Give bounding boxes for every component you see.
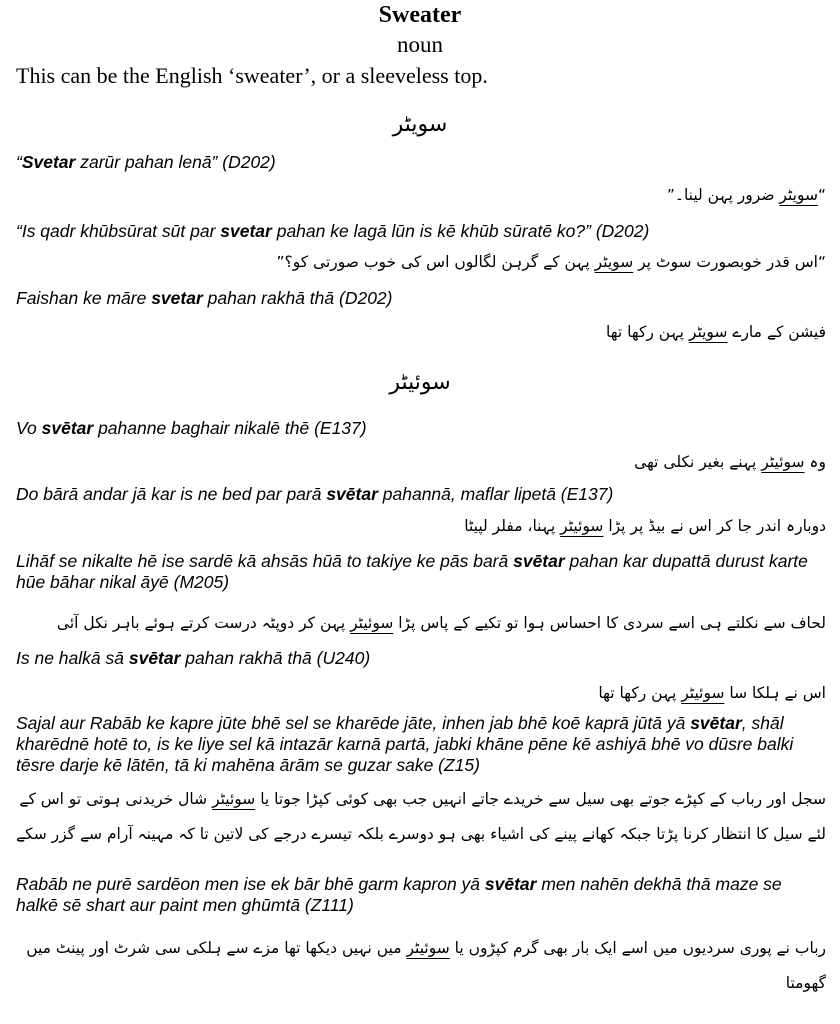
highlighted-term: سویٹر	[688, 323, 728, 341]
example-urdu: اس نے ہلکا سا سوئیٹر پہن رکھا تھا	[598, 684, 826, 702]
highlighted-term: سوئیٹر	[350, 614, 394, 632]
example-transliteration: Sajal aur Rabāb ke kapre jūte bhē sel se kharēde jāte, inhen jab bhē koē kaprā jūtā yā svētar, shāl kharēdnē hotē to, is ke liye sel kā intazār karnā partā, jabki khāne pēne kē ashiyā bhē vo dūsre balki tēsre darje kē lātēn, tā ki mahēna ārām se guzar sake (Z15)	[16, 713, 794, 775]
highlighted-term: سوئیٹر	[560, 517, 604, 535]
highlighted-term: svetar	[220, 221, 272, 241]
example-urdu: وہ سوئیٹر پہنے بغیر نکلی تھی	[634, 453, 826, 471]
entry-description: This can be the English ‘sweater’, or a sleeveless top.	[16, 63, 488, 88]
example-urdu: سجل اور رباب کے کپڑے جوتے بھی سیل سے خریدے جاتے انہیں جب بھی کوئی کپڑا جوتا یا سوئیٹر شال خریدنی ہوتی تو اس کے لئے سیل کا انتظار کرنا پڑتا جبکہ کھانے پینے کی اشیاء بھی ہو دوسرے بلکہ تیسرے درجے کی لاتین تا کہ مہینہ آرام سے گزر سکے	[16, 790, 826, 843]
example-urdu: لحاف سے نکلتے ہی اسے سردی کا احساس ہوا تو تکیے کے پاس پڑا سوئیٹر پہن کر دوپٹہ درست کرتے ہوئے باہر نکل آئی	[56, 614, 826, 632]
highlighted-term: سویٹر	[594, 253, 634, 271]
entry-title: Sweater	[378, 2, 462, 28]
highlighted-term: svetar	[151, 288, 203, 308]
example-urdu: “اس قدر خوبصورت سوٹ پر سویٹر پہن کے گرہن لگالوں اس کی خوب صورتی کو؟”	[276, 253, 826, 271]
highlighted-term: svētar	[484, 874, 537, 894]
highlighted-term: سوئیٹر	[406, 939, 450, 957]
highlighted-term: svētar	[128, 648, 181, 668]
part-of-speech: noun	[397, 32, 443, 57]
headword-urdu: سوئیٹر	[389, 370, 451, 395]
example-transliteration: Is ne halkā sā svētar pahan rakhā thā (U240)	[16, 648, 371, 668]
highlighted-term: svētar	[326, 484, 378, 504]
example-urdu: “سویٹر ضرور پہن لینا۔”	[666, 186, 826, 204]
example-transliteration: Faishan ke māre svetar pahan rakhā thā (D202)	[16, 288, 393, 308]
example-transliteration: Lihāf se nikalte hē ise sardē kā ahsās hūā to takiye ke pās barā svētar pahan kar dupattā durust karte hūe bāhar nikal āyē (M205)	[16, 551, 808, 592]
highlighted-term: سوئیٹر	[681, 684, 725, 702]
highlighted-term: Svetar	[21, 152, 76, 172]
example-transliteration: “Is qadr khūbsūrat sūt par svetar pahan ke lagā lūn is kē khūb sūratē ko?” (D202)	[16, 221, 650, 241]
example-urdu: رباب نے پوری سردیوں میں اسے ایک بار بھی گرم کپڑوں یا سوئیٹر میں نہیں دیکھا تھا مزے سے ہلکی سی شرٹ اور پینٹ میں گھومتا	[26, 939, 826, 992]
highlighted-term: سوئیٹر	[761, 453, 805, 471]
headword-urdu: سویٹر	[392, 112, 448, 137]
highlighted-term: svētar	[690, 713, 742, 733]
example-transliteration: Do bārā andar jā kar is ne bed par parā svētar pahannā, maflar lipetā (E137)	[16, 484, 614, 504]
highlighted-term: سویٹر	[779, 186, 818, 204]
example-transliteration: Rabāb ne purē sardēon men ise ek bār bhē garm kapron yā svētar men nahēn dekhā thā maze se halkē sē shart aur paint men ghūmtā (Z111)	[16, 874, 782, 915]
example-transliteration: “Svetar zarūr pahan lenā” (D202)	[16, 152, 276, 172]
example-urdu: فیشن کے مارے سویٹر پہن رکھا تھا	[606, 323, 826, 341]
highlighted-term: svētar	[513, 551, 565, 571]
highlighted-term: svētar	[41, 418, 94, 438]
highlighted-term: سوئیٹر	[212, 790, 256, 808]
example-transliteration: Vo svētar pahanne baghair nikalē thē (E137)	[16, 418, 367, 438]
example-urdu: دوبارہ اندر جا کر اس نے بیڈ پر پڑا سوئیٹر پہنا، مفلر لپیٹا	[464, 517, 826, 535]
